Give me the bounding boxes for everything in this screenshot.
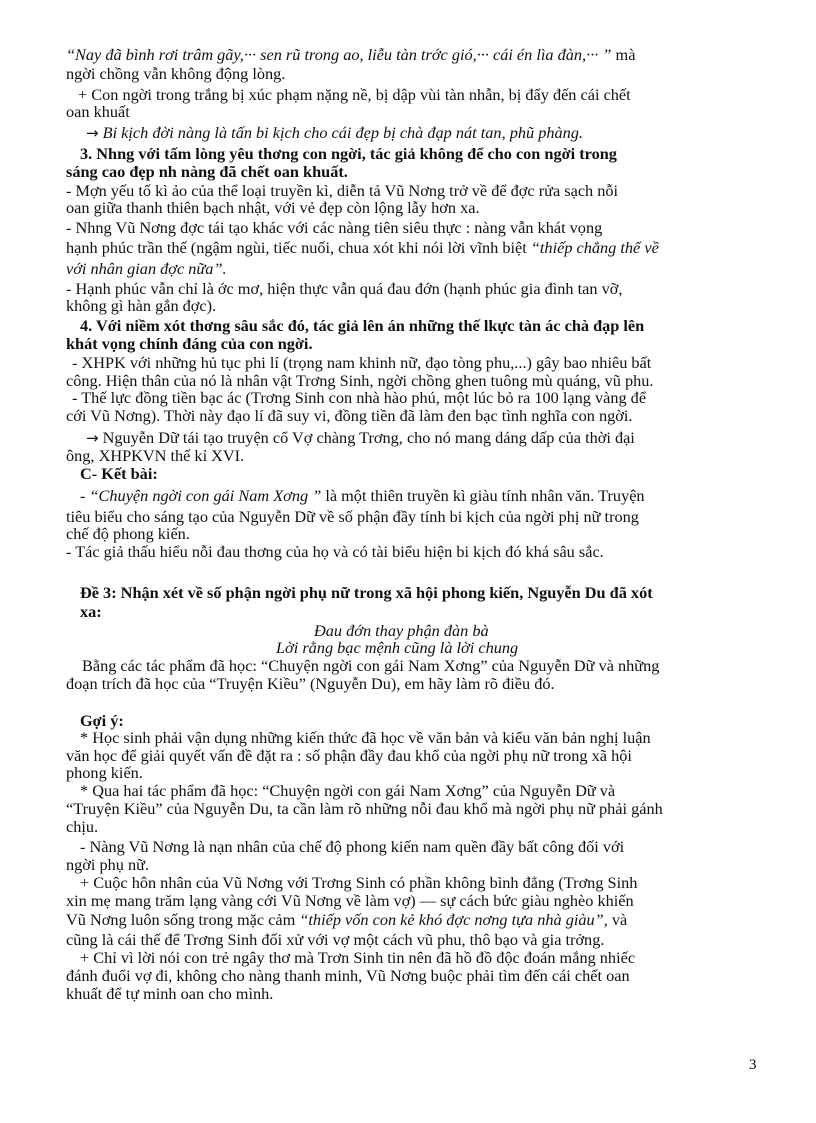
text-line xyxy=(72,354,651,371)
text-line xyxy=(66,407,633,424)
text-line xyxy=(66,675,555,692)
text-line xyxy=(276,639,518,656)
text-run: + Con ngời trong trắng bị xúc phạm nặng nề, bị dập vùi tàn nhẫn, bị đẩy đến cái chết xyxy=(78,85,631,104)
text-run: cũng là cái thế để Trơng Sinh đối xử với vợ một cách vũ phu, thô bạo và gia trởng. xyxy=(66,930,605,949)
text-run: C- Kết bài: xyxy=(80,464,158,483)
text-run: ông, XHPKVN thế kỉ XVI. xyxy=(66,446,245,465)
text-run: oan khuất xyxy=(66,102,130,121)
text-line xyxy=(78,86,631,103)
text-line xyxy=(66,818,98,835)
text-line xyxy=(80,317,644,334)
text-line xyxy=(66,65,285,82)
text-run: “thiếp vốn con kẻ khó đợc nơng tựa nhà giàu” xyxy=(299,910,604,929)
text-line xyxy=(80,145,617,162)
text-run: Đau đớn thay phận đàn bà xyxy=(314,621,489,640)
text-run: - Mợn yếu tố kì ảo của thể loại truyền kì, diễn tả Vũ Nơng trở về để đợc rửa sạch nỗi xyxy=(66,181,619,200)
text-run: - Nhng Vũ Nơng đợc tái tạo khác với các nàng tiên siêu thực : nàng vẫn khát vọng xyxy=(66,218,603,237)
text-line xyxy=(66,892,634,909)
text-run: Nguyễn Dữ tái tạo truyện cổ Vợ chàng Trơng, cho nó mang dáng dấp của thời đại xyxy=(98,428,635,447)
text-line xyxy=(314,622,489,639)
text-run: khát vọng chính đáng của con ngời. xyxy=(66,334,313,353)
text-line xyxy=(80,465,158,482)
text-run: xa: xyxy=(80,602,102,621)
text-line xyxy=(80,487,645,504)
text-run: - XHPK với những hủ tục phi lí (trọng nam khinh nữ, đạo tòng phu,...) gây bao nhiêu bất xyxy=(72,353,652,372)
text-run: * Qua hai tác phẩm đã học: “Chuyện ngời con gái Nam Xơng” của Nguyễn Dữ và xyxy=(80,781,616,800)
text-run: “Nay đã bình rơi trâm gãy,··· sen rũ trong ao, liễu tàn trớc gió,··· cái én lìa đàn,··· ” xyxy=(66,45,612,64)
text-run: là một thiên truyền kì giàu tính nhân văn. Truyện xyxy=(321,486,645,505)
text-line xyxy=(82,657,659,674)
text-run: chế độ phong kiến. xyxy=(66,524,190,543)
text-line xyxy=(66,239,659,256)
text-line xyxy=(66,525,190,542)
text-line xyxy=(66,219,602,236)
text-line xyxy=(66,163,348,180)
text-run: đoạn trích đã học của “Truyện Kiều” (Nguyễn Du), em hãy làm rõ điều đó. xyxy=(66,674,555,693)
text-run: phong kiến. xyxy=(66,763,143,782)
text-line xyxy=(66,543,604,560)
text-run: sáng cao đẹp nh nàng đã chết oan khuất. xyxy=(66,162,348,181)
text-run: xin mẹ mang trăm lạng vàng cới Vũ Nơng về làm vợ) — sự cách bức giàu nghèo khiến xyxy=(66,891,634,910)
text-run: - Nàng Vũ Nơng là nạn nhân của chế độ phong kiến nam quền đầy bất công đối với xyxy=(80,837,625,856)
text-line xyxy=(66,297,216,314)
text-line xyxy=(66,199,480,216)
text-run: + Chỉ vì lời nói con trẻ ngây thơ mà Trơn Sinh tin nên đã hồ đồ độc đoán mắng nhiếc xyxy=(80,948,636,967)
text-line xyxy=(66,508,639,525)
text-line xyxy=(66,260,227,277)
text-run: - Hạnh phúc vẫn chỉ là ớc mơ, hiện thực vẫn quá đau đớn (hạnh phúc gia đình tan vỡ, xyxy=(66,279,623,298)
text-line xyxy=(66,280,622,297)
text-run: mà xyxy=(611,45,636,64)
text-run: Đề 3: Nhận xét về số phận ngời phụ nữ trong xã hội phong kiến, Nguyễn Du đã xót xyxy=(80,583,653,602)
text-line xyxy=(80,603,102,620)
text-line xyxy=(66,182,618,199)
text-run: Gợi ý: xyxy=(80,711,124,730)
page-number: 3 xyxy=(749,1057,757,1073)
text-line xyxy=(66,911,627,928)
text-run: công. Hiện thân của nó là nhân vật Trơng Sinh, ngời chồng ghen tuông mù quáng, vũ phu. xyxy=(66,371,654,390)
text-line xyxy=(80,729,651,746)
text-run: Bằng các tác phẩm đã học: “Chuyện ngời con gái Nam Xơng” của Nguyễn Dữ và những xyxy=(82,656,660,675)
text-line xyxy=(66,764,143,781)
text-line xyxy=(66,335,313,352)
text-line xyxy=(86,429,635,447)
text-run: “thiếp chẳng thể về xyxy=(530,238,659,257)
text-line xyxy=(66,747,632,764)
text-run: , và xyxy=(603,910,628,929)
text-run: - Thế lực đồng tiền bạc ác (Trơng Sinh con nhà hào phú, một lúc bỏ ra 100 lạng vàng để xyxy=(72,388,647,407)
text-line xyxy=(66,800,663,817)
text-line xyxy=(80,712,124,729)
text-run: khuất để tự minh oan cho mình. xyxy=(66,984,274,1003)
text-run: đánh đuổi vợ đi, không cho nàng thanh minh, Vũ Nơng buộc phải tìm đến cái chết oan xyxy=(66,966,630,985)
text-run: với nhân gian đợc nữa”. xyxy=(66,259,227,278)
text-line xyxy=(66,967,630,984)
text-run: cới Vũ Nơng). Thời này đạo lí đã suy vi, đồng tiền đã làm đen bạc tình nghĩa con ngời. xyxy=(66,406,633,425)
text-run: chịu. xyxy=(66,817,99,836)
text-run: ngời phụ nữ. xyxy=(66,855,150,874)
text-line xyxy=(66,372,653,389)
text-run: - Tác giả thấu hiểu nỗi đau thơng của họ và có tài biểu hiện bi kịch đó khá sâu sắc. xyxy=(66,542,604,561)
text-run: + Cuộc hôn nhân của Vũ Nơng với Trơng Sinh có phần không bình đẳng (Trơng Sinh xyxy=(80,873,638,892)
text-line xyxy=(80,782,615,799)
text-line xyxy=(86,124,583,142)
text-run: oan giữa thanh thiên bạch nhật, với vẻ đẹp còn lộng lẫy hơn xa. xyxy=(66,198,480,217)
text-line xyxy=(66,856,149,873)
text-line xyxy=(66,103,130,120)
text-run: Bi kịch đời nàng là tấn bi kịch cho cái đẹp bị chà đạp nát tan, phũ phàng. xyxy=(98,123,583,142)
text-line xyxy=(80,874,637,891)
text-run: văn học để giải quyết vấn đề đặt ra : số phận đầy đau khổ của ngời phụ nữ trong xã hội xyxy=(66,746,632,765)
text-line xyxy=(66,985,273,1002)
text-run: ngời chồng vẫn không động lòng. xyxy=(66,64,286,83)
text-run: Lời rằng bạc mệnh cũng là lời chung xyxy=(276,638,519,657)
arrow-icon: → xyxy=(86,124,99,142)
text-run: Vũ Nơng luôn sống trong mặc cảm xyxy=(66,910,300,929)
text-run: “Truyện Kiều” của Nguyễn Du, ta cần làm rõ những nỗi đau khổ mà ngời phụ nữ phải gánh xyxy=(66,799,663,818)
text-line xyxy=(80,584,653,601)
text-line xyxy=(80,949,635,966)
text-run: * Học sinh phải vận dụng những kiến thức đã học về văn bản và kiểu văn bản nghị luận xyxy=(80,728,651,747)
text-run: 4. Với niềm xót thơng sâu sắc đó, tác giả lên án những thế lkực tàn ác chà đạp lên xyxy=(80,316,645,335)
text-line xyxy=(80,838,624,855)
arrow-icon: → xyxy=(86,429,99,447)
text-run: không gì hàn gắn đợc). xyxy=(66,296,217,315)
text-run: tiêu biểu cho sáng tạo của Nguyễn Dữ về số phận đầy tính bi kịch của ngời phị nữ trong xyxy=(66,507,639,526)
text-run: 3. Nhng với tấm lòng yêu thơng con ngời, tác giả không để cho con ngời trong xyxy=(80,144,617,163)
text-line xyxy=(66,46,635,63)
text-run: hạnh phúc trần thế (ngậm ngùi, tiếc nuối, chua xót khi nói lời vĩnh biệt xyxy=(66,238,531,257)
text-line xyxy=(66,447,244,464)
text-run: - xyxy=(80,486,90,505)
text-line xyxy=(66,931,604,948)
text-run: “Chuyện ngời con gái Nam Xơng ” xyxy=(89,486,322,505)
text-line xyxy=(72,389,646,406)
